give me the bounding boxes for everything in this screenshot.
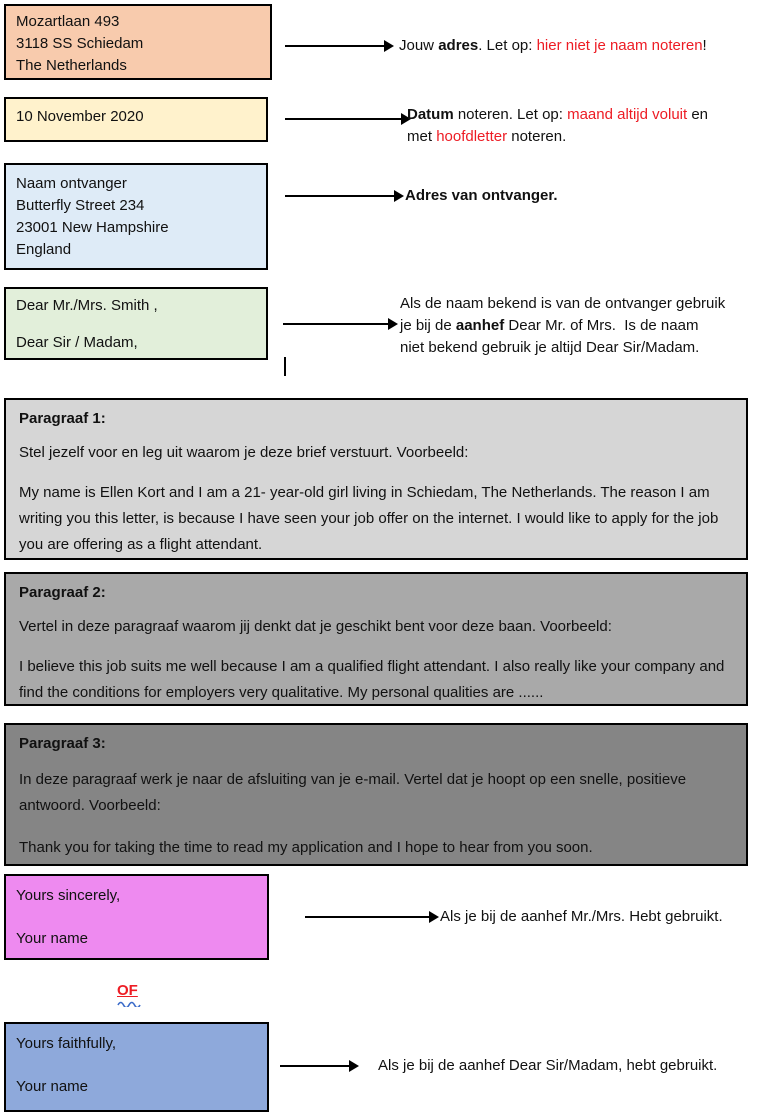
arrow-salutation bbox=[283, 323, 389, 325]
paragraph-3-box bbox=[4, 723, 748, 866]
date-annotation: Datum noteren. Let op: maand altijd voluit en met hoofdletter noteren. bbox=[407, 106, 709, 145]
paragraph-3-example: Thank you for taking the time to read my application and I hope to hear from you soon. bbox=[19, 839, 593, 856]
paragraph-2-example: I believe this job suits me well because I am a qualified flight attendant. I also really like your company and find the conditions for employers very qualitative. My personal qualities are ...... bbox=[19, 658, 725, 701]
sincerely-line: Your name bbox=[16, 930, 88, 947]
sincerely-line: Yours sincerely, bbox=[16, 887, 121, 904]
sender-address-line: Mozartlaan 493 bbox=[16, 13, 120, 30]
arrow-date bbox=[285, 118, 402, 120]
faithfully-annotation: Als je bij de aanhef Dear Sir/Madam, hebt gebruikt. bbox=[378, 1057, 718, 1074]
arrow-sincerely bbox=[305, 916, 430, 918]
sender-address-annotation: Jouw adres. Let op: hier niet je naam noteren! bbox=[399, 37, 707, 54]
sincerely-box bbox=[4, 874, 269, 960]
arrow-sender-address bbox=[285, 45, 385, 47]
faithfully-line: Your name bbox=[16, 1078, 88, 1095]
or-separator bbox=[117, 982, 138, 999]
recipient-line: Naam ontvanger bbox=[16, 175, 127, 192]
paragraph-3-intro: In deze paragraaf werk je naar de afsluiting van je e-mail. Vertel dat je hoopt op een snelle, positieve antwoord. Voorbeeld: bbox=[19, 771, 687, 814]
salutation-box bbox=[4, 287, 268, 360]
faithfully-line: Yours faithfully, bbox=[16, 1035, 117, 1052]
sender-address-line: 3118 SS Schiedam bbox=[16, 35, 144, 52]
text-cursor-mark bbox=[284, 357, 286, 376]
recipient-line: 23001 New Hampshire bbox=[16, 219, 169, 236]
paragraph-1-example: My name is Ellen Kort and I am a 21- year-old girl living in Schiedam, The Netherlands. The reason I am writing you this letter, is because I have seen your job offer on the internet. I would like to apply for the job you are offering as a flight attendant. bbox=[19, 484, 719, 553]
paragraph-3-title: Paragraaf 3: bbox=[19, 735, 106, 752]
recipient-address-box bbox=[4, 163, 268, 270]
paragraph-2-title: Paragraaf 2: bbox=[19, 584, 106, 601]
paragraph-1-intro: Stel jezelf voor en leg uit waarom je deze brief verstuurt. Voorbeeld: bbox=[19, 444, 469, 461]
sincerely-annotation: Als je bij de aanhef Mr./Mrs. Hebt gebruikt. bbox=[440, 908, 723, 925]
arrow-faithfully bbox=[280, 1065, 350, 1067]
faithfully-box bbox=[4, 1022, 269, 1112]
paragraph-1-title: Paragraaf 1: bbox=[19, 410, 106, 427]
recipient-line: England bbox=[16, 241, 72, 258]
recipient-annotation: Adres van ontvanger. bbox=[405, 187, 558, 204]
paragraph-2-intro: Vertel in deze paragraaf waarom jij denkt dat je geschikt bent voor deze baan. Voorbeeld: bbox=[19, 618, 612, 635]
salutation-line: Dear Mr./Mrs. Smith , bbox=[16, 297, 158, 314]
sender-address-box bbox=[4, 4, 272, 80]
sender-address-line: The Netherlands bbox=[16, 57, 127, 74]
salutation-line: Dear Sir / Madam, bbox=[16, 334, 138, 351]
or-label: OF bbox=[117, 982, 138, 999]
paragraph-1-box bbox=[4, 398, 748, 560]
date-line: 10 November 2020 bbox=[16, 108, 144, 125]
arrow-recipient bbox=[285, 195, 395, 197]
paragraph-2-box bbox=[4, 572, 748, 706]
spellcheck-squiggle-icon bbox=[117, 1001, 141, 1007]
recipient-line: Butterfly Street 234 bbox=[16, 197, 145, 214]
salutation-annotation: Als de naam bekend is van de ontvanger gebruik je bij de aanhef Dear Mr. of Mrs. Is de naam niet bekend gebruik je altijd Dear Sir/Madam. bbox=[400, 295, 726, 356]
date-box bbox=[4, 97, 268, 142]
